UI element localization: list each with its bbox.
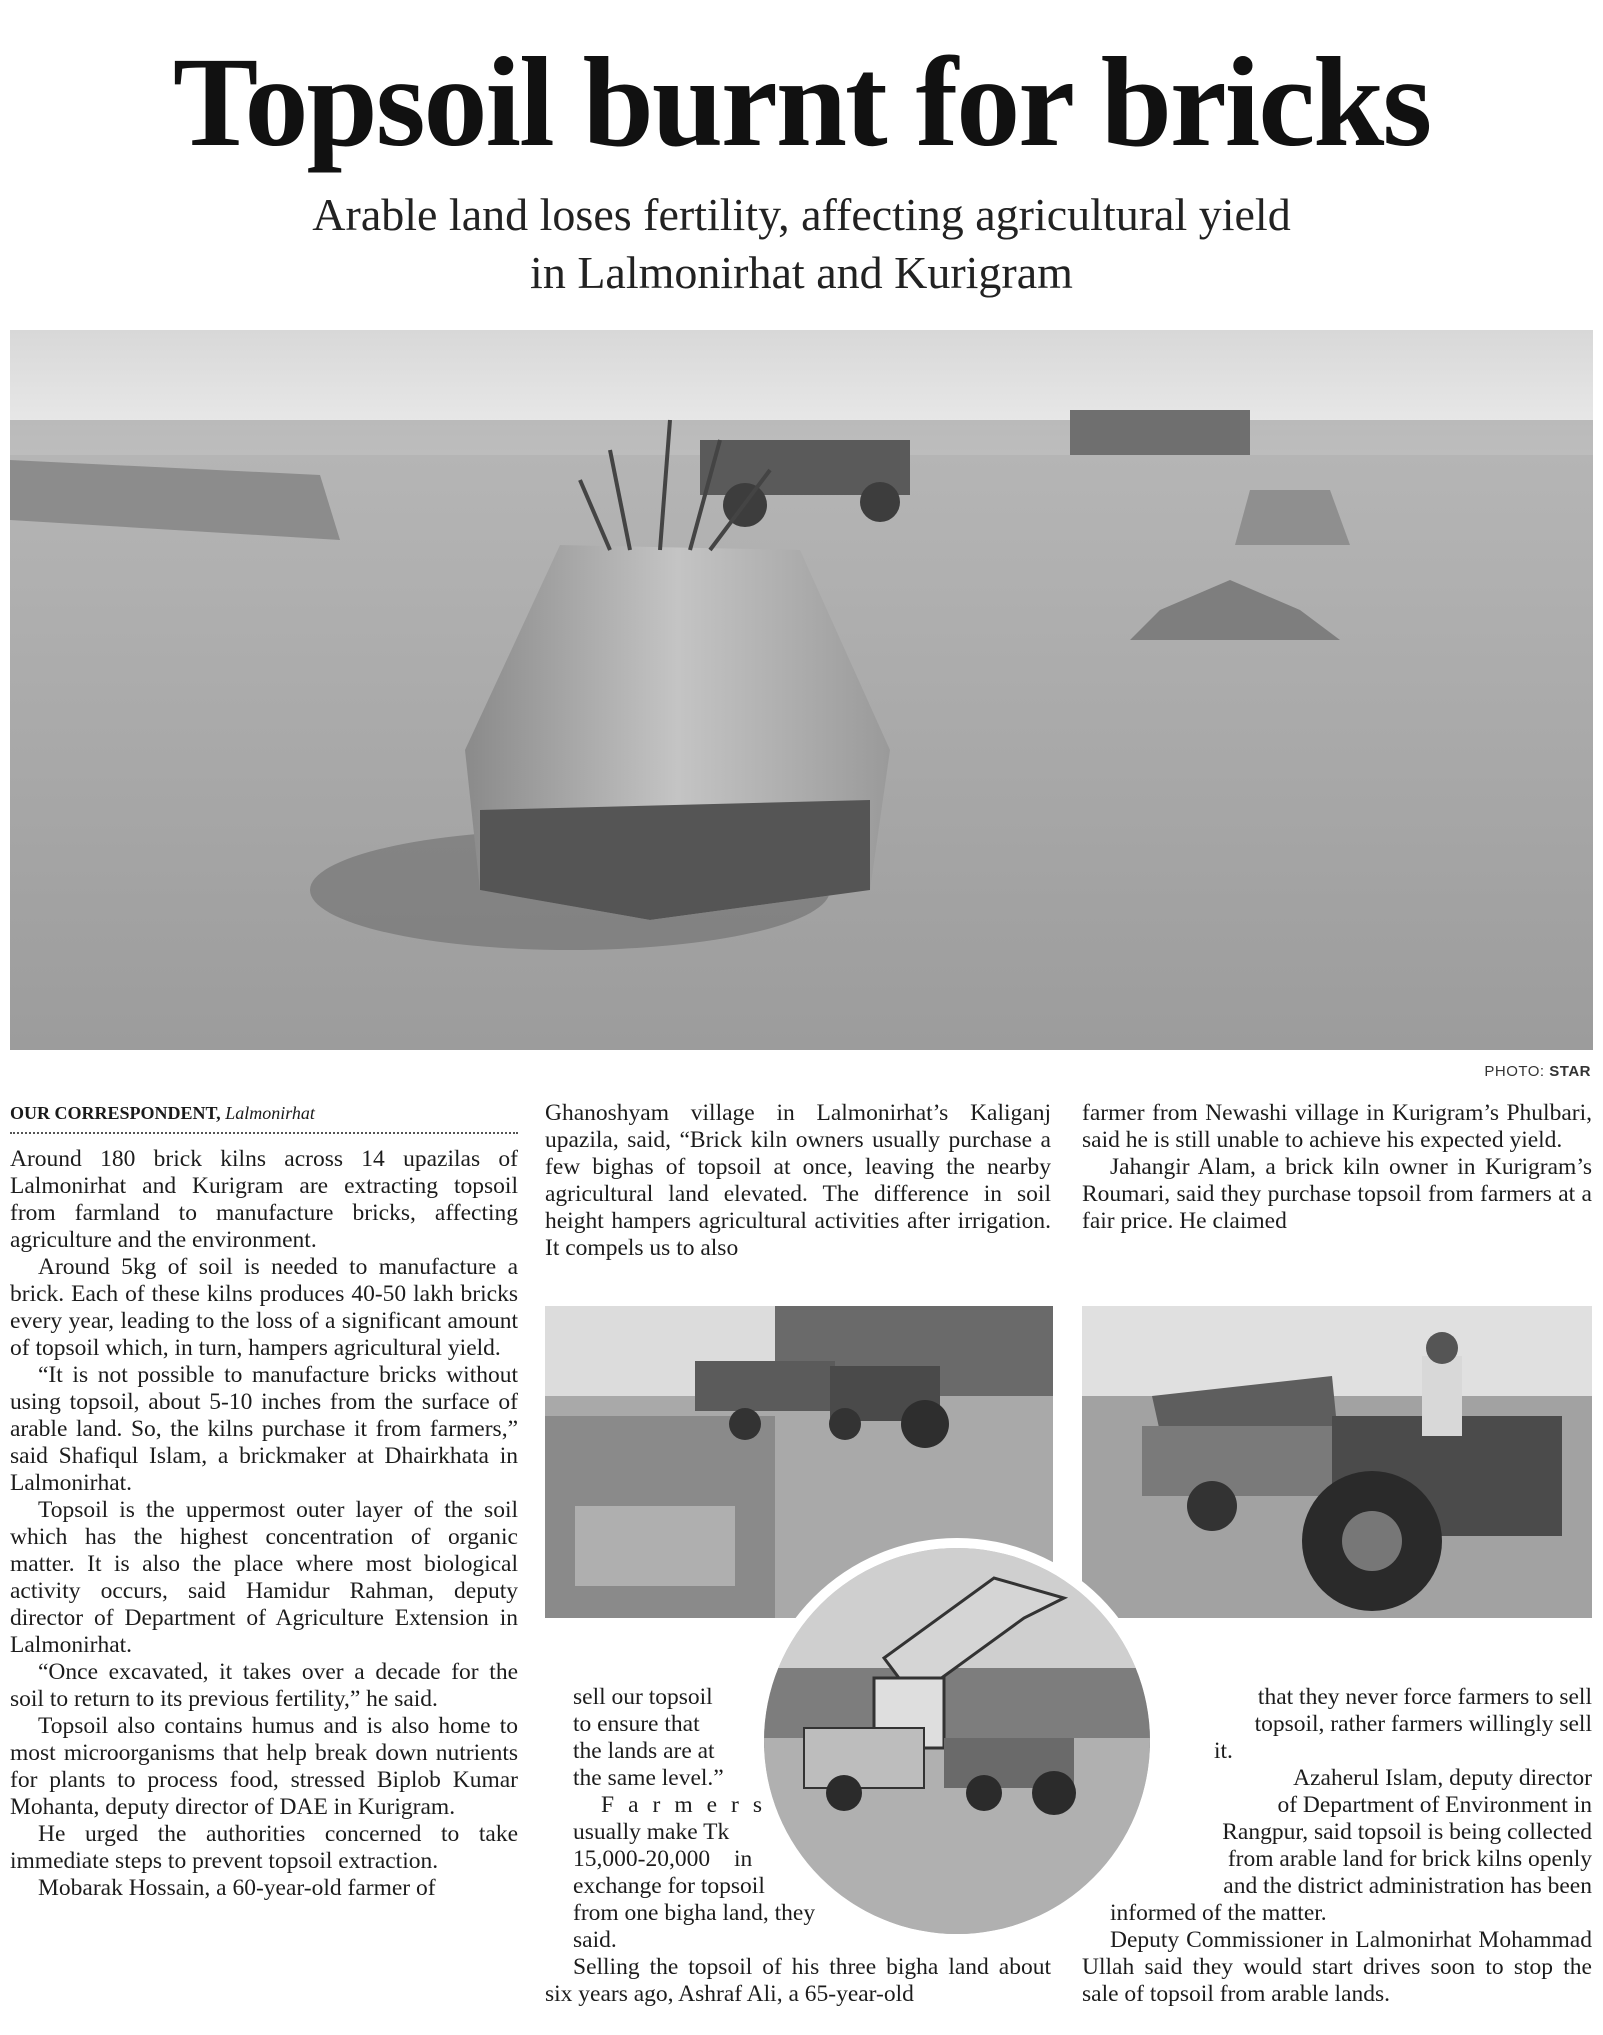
paragraph: Ghanoshyam village in Lalmonirhat’s Kaliganj upazila, said, “Brick kiln owners usually purchase a few bighas of topsoil at once, leaving the nearby agricultural land elevated. The difference in soil height hampers agricultural activities after irrigation. It compels us to also — [545, 1100, 1051, 1261]
column-2-bottom — [545, 1954, 1051, 2008]
text-line: the lands are at — [573, 1738, 715, 1764]
photo-credit-label: PHOTO: — [1484, 1063, 1545, 1080]
text-line: the same level.” — [573, 1765, 724, 1791]
text-line: sell our topsoil — [573, 1684, 713, 1710]
byline-place: Lalmonirhat — [225, 1103, 315, 1123]
paragraph: Deputy Commissioner in Lalmonirhat Mohammad Ullah said they would start drives soon to stop the sale of topsoil from arable lands. — [1082, 1927, 1592, 2007]
text-line: 15,000-20,000 in — [573, 1846, 753, 1872]
headline: Topsoil burnt for bricks — [172, 31, 1431, 173]
paragraph: Around 180 brick kilns across 14 upazilas of Lalmonirhat and Kurigram are extracting topsoil from farmland to manufacture bricks, affecting agriculture and the environment. — [10, 1146, 518, 1253]
byline-name: OUR CORRESPONDENT, — [10, 1103, 221, 1123]
column-1 — [10, 1146, 518, 1902]
text-line: said. — [573, 1927, 617, 1953]
paragraph: Topsoil is the uppermost outer layer of the soil which has the highest concentration of organic matter. It is also the place where most biological activity occurs, said Hamidur Rahman, deputy director of Department of Agriculture Extension in Lalmonirhat. — [10, 1497, 518, 1658]
subhead-line-2: in Lalmonirhat and Kurigram — [530, 247, 1073, 298]
text-line: Azaherul Islam, deputy director — [1293, 1765, 1592, 1791]
photo-credit-source: STAR — [1549, 1063, 1591, 1080]
paragraph: Jahangir Alam, a brick kiln owner in Kurigram’s Roumari, said they purchase topsoil from farmers at a fair price. He claimed — [1082, 1154, 1592, 1234]
paragraph: farmer from Newashi village in Kurigram’s Phulbari, said he is still unable to achieve his expected yield. — [1082, 1100, 1592, 1153]
text-line: topsoil, rather farmers willingly sell — [1254, 1711, 1592, 1737]
column-2-wrap — [545, 1684, 925, 1954]
paragraph: Around 5kg of soil is needed to manufacture a brick. Each of these kilns produces 40-50 lakh bricks every year, leading to the loss of a significant amount of topsoil which, in turn, hampers agricultural yield. — [10, 1254, 518, 1361]
photo-credit — [1484, 1063, 1591, 1080]
text-line: to ensure that — [573, 1711, 700, 1737]
paragraph: He urged the authorities concerned to take immediate steps to prevent topsoil extraction. — [10, 1821, 518, 1874]
main-photo — [10, 330, 1593, 1050]
tractor-driver-photo — [1082, 1306, 1592, 1618]
subhead-line-1: Arable land loses fertility, affecting agricultural yield — [312, 189, 1291, 240]
column-2-top — [545, 1100, 1051, 1262]
text-line: of Department of Environment in — [1277, 1792, 1592, 1818]
subheadline — [0, 186, 1603, 302]
text-line: exchange for topsoil — [573, 1873, 765, 1899]
text-line: Rangpur, said topsoil is being collected — [1222, 1819, 1592, 1845]
paragraph: Mobarak Hossain, a 60-year-old farmer of — [38, 1875, 436, 1901]
byline — [10, 1102, 518, 1134]
text-line: usually make Tk — [573, 1819, 730, 1845]
text-line: and the district administration has been — [1223, 1873, 1592, 1899]
text-line: Farmers — [601, 1792, 777, 1818]
text-line: from arable land for brick kilns openly — [1227, 1846, 1592, 1872]
column-3-bottom — [1082, 1927, 1592, 2008]
column-3-top — [1082, 1100, 1592, 1235]
paragraph: Topsoil also contains humus and is also home to most microorganisms that help break down nutrients for plants to process food, stressed Biplob Kumar Mohanta, deputy director of DAE in Kurigram. — [10, 1713, 518, 1820]
text-line: informed of the matter. — [1110, 1900, 1327, 1926]
paragraph: “It is not possible to manufacture bricks without using topsoil, about 5-10 inches from the surface of arable land. So, the kilns purchase it from farmers,” said Shafiqul Islam, a brickmaker at Dhairkhata in Lalmonirhat. — [10, 1362, 518, 1496]
text-line: that they never force farmers to sell — [1257, 1684, 1592, 1710]
paragraph: Selling the topsoil of his three bigha land about six years ago, Ashraf Ali, a 65-year-old — [545, 1954, 1051, 2007]
text-line: from one bigha land, they — [573, 1900, 816, 1926]
column-3-wrap — [1082, 1684, 1592, 1927]
paragraph: “Once excavated, it takes over a decade for the soil to return to its previous fertility,” he said. — [10, 1659, 518, 1712]
text-line: it. — [1214, 1738, 1233, 1764]
